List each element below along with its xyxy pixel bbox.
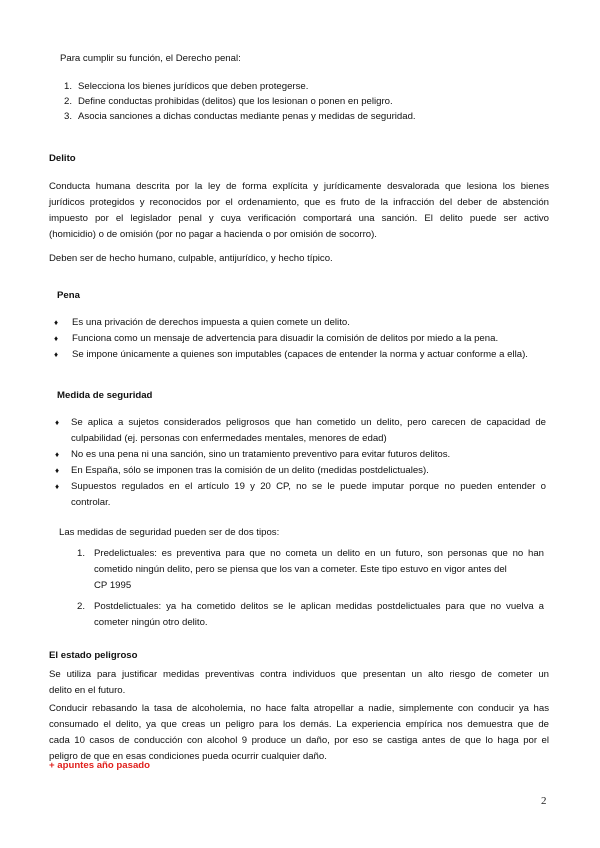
bullet-item: Se aplica a sujetos considerados peligrosos que han cometido un delito, pero carecen de capacidad de [71,417,546,428]
bullet-item: En España, sólo se imponen tras la comisión de un delito (medidas postdelictuales). [71,465,429,476]
page-number: 2 [541,795,547,807]
paragraph-line: jurídicos protegidos y reconocidos por el ordenamiento, que es fruto de la infracción del deber de abstención [49,197,549,208]
type-item-line: Predelictuales: es preventiva para que no cometa un delito en un futuro, son personas que no han [94,548,544,559]
red-note: + apuntes año pasado [49,760,151,771]
paragraph-line: (homicidio) o de omisión (por no pagar a hacienda o por omisión de socorro). [49,229,377,240]
bullet-item-continued: culpabilidad (ej. personas con enfermedades mentales, menores de edad) [71,433,387,444]
types-intro: Las medidas de seguridad pueden ser de dos tipos: [59,527,280,538]
diamond-bullet-icon: ♦ [54,318,59,327]
type-item-line: cometido ningún delito, pero se piensa que los van a cometer. Este tipo estuvo en vigor antes del [94,564,507,575]
list-item: Define conductas prohibidas (delitos) que los lesionan o ponen en peligro. [78,96,393,107]
list-item: Asocia sanciones a dichas conductas mediante penas y medidas de seguridad. [78,111,416,122]
paragraph-line: peligro de que en esas condiciones pueda ocurrir cualquier daño. [49,751,327,762]
diamond-bullet-icon: ♦ [55,466,60,475]
list-item: Selecciona los bienes jurídicos que deben protegerse. [78,81,309,92]
paragraph-line: Conducir rebasando la tasa de alcoholemia, no hace falta atropellar a nadie, simplemente con conducir ya has [49,703,549,714]
paragraph-line: delito en el futuro. [49,685,126,696]
bullet-item: Es una privación de derechos impuesta a quien comete un delito. [72,317,350,328]
list-number: 1. [77,548,86,559]
paragraph-line: impuesto por el legislador penal y cuya verificación comportará una sanción. El delito puede ser activo [49,213,549,224]
paragraph-line: consumado el delito, ya que creas un peligro para los demás. La experiencia empírica nos demuestra que de [49,719,549,730]
type-item-line: cometer ningún otro delito. [94,617,208,628]
list-number: 1. [64,81,73,92]
bullet-item: Funciona como un mensaje de advertencia para disuadir la comisión de delitos por miedo a la pena. [72,333,499,344]
type-item-line: Postdelictuales: ya ha cometido delitos se le aplican medidas postdelictuales para que no vuelva a [94,601,544,612]
bullet-item: No es una pena ni una sanción, sino un tratamiento preventivo para evitar futuros delitos. [71,449,451,460]
intro-text: Para cumplir su función, el Derecho penal: [60,53,241,64]
diamond-bullet-icon: ♦ [55,450,60,459]
section-heading-estado: El estado peligroso [49,650,138,661]
list-number: 2. [77,601,86,612]
bullet-item: Se impone únicamente a quienes son imputables (capaces de entender la norma y actuar conforme a ella). [72,349,528,360]
type-item-line: CP 1995 [94,580,132,591]
section-heading-pena: Pena [57,290,80,301]
paragraph-line: Se utiliza para justificar medidas preventivas contra individuos que presentan un alto riesgo de cometer un [49,669,549,680]
bullet-item: Supuestos regulados en el artículo 19 y 20 CP, no se le puede imputar porque no pueden entender o [71,481,546,492]
section-heading-medida: Medida de seguridad [57,390,153,401]
list-number: 3. [64,111,73,122]
paragraph-line: Conducta humana descrita por la ley de forma explícita y jurídicamente desvalorada que lesiona los bienes [49,181,549,192]
list-number: 2. [64,96,73,107]
diamond-bullet-icon: ♦ [55,482,60,491]
diamond-bullet-icon: ♦ [54,334,59,343]
diamond-bullet-icon: ♦ [54,350,59,359]
bullet-item-continued: controlar. [71,497,111,508]
paragraph-line: cada 10 casos de conducción con alcohol 9 produce un daño, por eso se castiga antes de que lo haga por el [49,735,549,746]
section-heading-delito: Delito [49,153,76,164]
delito-note: Deben ser de hecho humano, culpable, antijurídico, y hecho típico. [49,253,333,264]
diamond-bullet-icon: ♦ [55,418,60,427]
